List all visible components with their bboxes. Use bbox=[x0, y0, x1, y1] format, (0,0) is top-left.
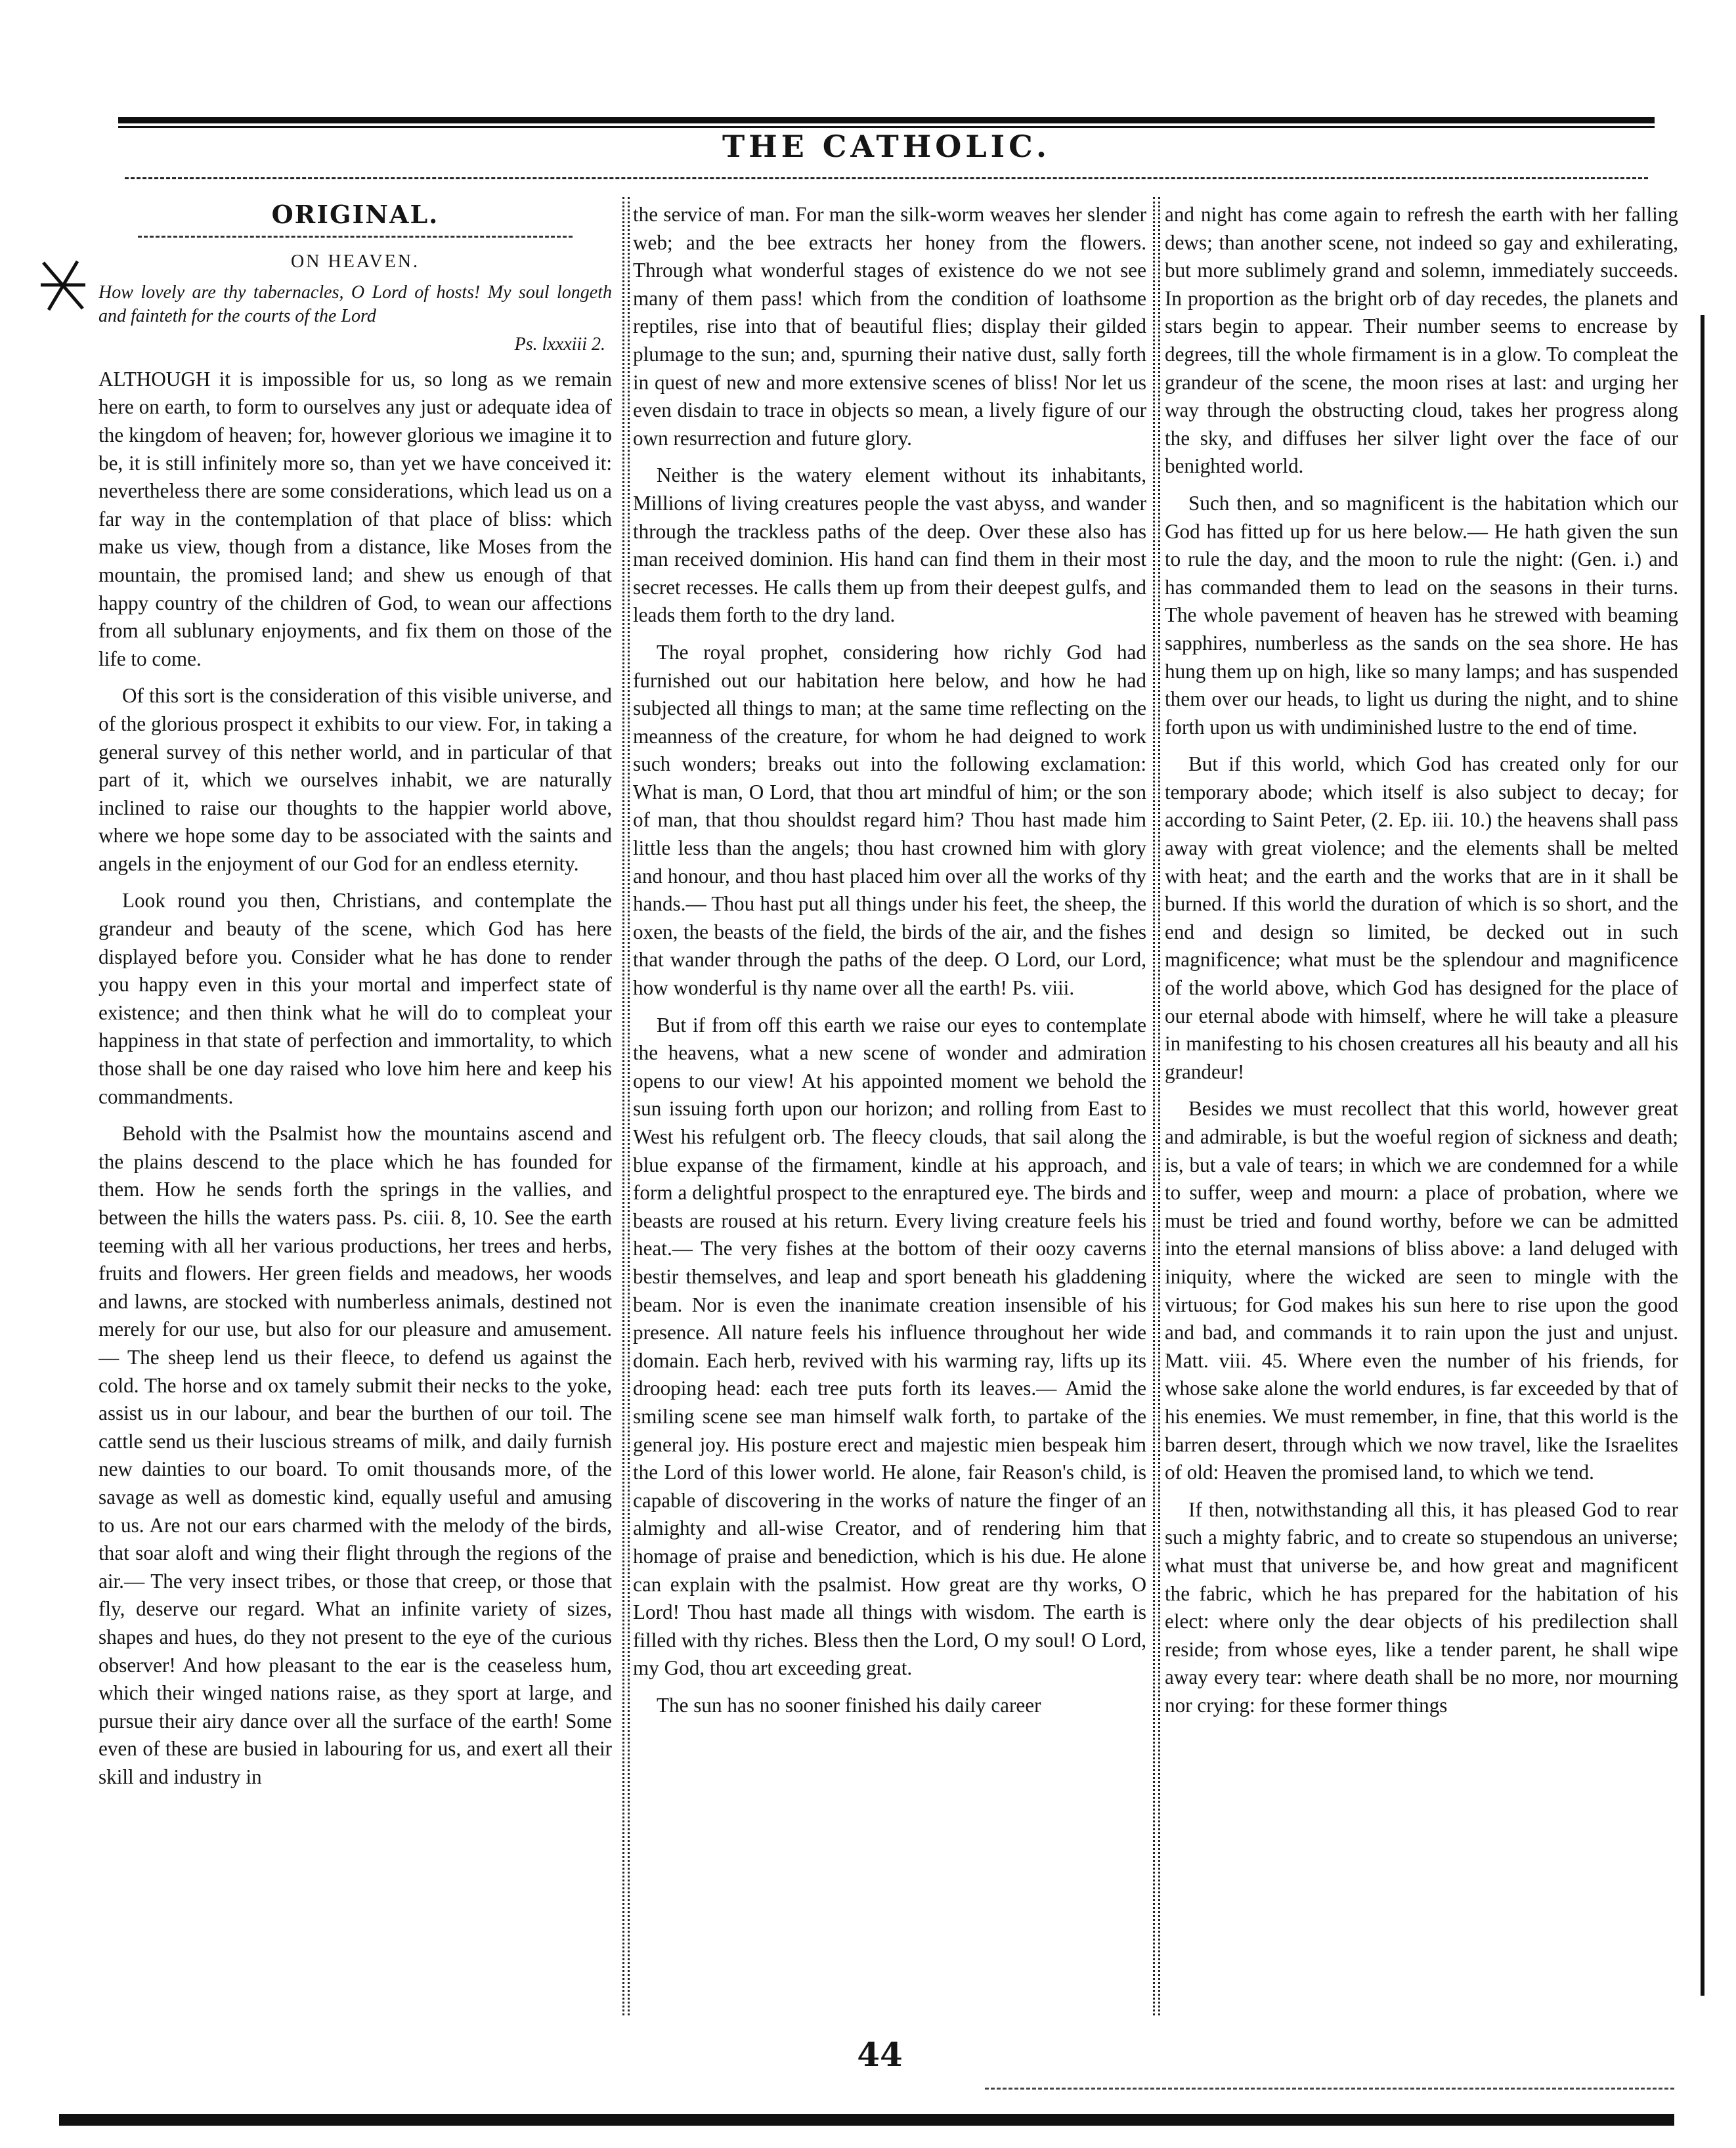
column-separator-2b bbox=[1158, 197, 1160, 2015]
masthead-under-rule bbox=[125, 177, 1648, 181]
right-edge-bar bbox=[1701, 315, 1704, 1996]
top-rule-thick bbox=[118, 117, 1655, 123]
right-column bbox=[1165, 201, 1678, 2011]
column-separator-1b bbox=[628, 197, 630, 2015]
heading-divider bbox=[138, 236, 573, 238]
left-column bbox=[98, 201, 612, 2011]
middle-column bbox=[633, 201, 1146, 2011]
article-title: ON HEAVEN. bbox=[291, 251, 420, 272]
margin-x-mark bbox=[37, 256, 89, 315]
paragraph: Of this sort is the consideration of this visible universe, and of the glorious prospect it exhibits to our view. For, in taking a general survey of this nether world, and in particular of that part of it, which we ourselves inhabit, we are naturally inclined to raise our thoughts to the happier world above, where we hope some day to be associated with the saints and angels in the enjoyment of our God for an endless eternity. bbox=[98, 684, 612, 875]
paragraph: The royal prophet, considering how richly God had furnished out our habitation here below, and how he had subjected all things to man; at the same time reflecting on the meanness of the creature, for whom he had deigned to work such wonders; breaks out into the following exclamation: What is man, O Lord, that thou art mindful of him; or the son of man, that thou shouldst regard him? Thou hast made him little less than the angels; thou hast crowned him with glory and honour, and thou hast placed him over all the works of thy hands.— Thou hast put all things under his feet, the sheep, the oxen, the beasts of the field, the birds of the air, and the fishes that wander through the paths of the deep. O Lord, our Lord, how wonderful is thy name over all the earth! Ps. viii. bbox=[633, 640, 1146, 1000]
paragraph: Besides we must recollect that this world, however great and admirable, is but the woeful region of sickness and death; is, but a vale of tears; in which we are condemned for a while to suffer, weep and mourn: a place of probation, where we must be tried and found worthy, before we can be admitted into the eternal mansions of bliss above: a land deluged with iniquity, where the wicked are seen to mingle with the virtuous; for God makes his sun here to rise upon the good and bad, and commands it to rain upon the just and unjust. Matt. viii. 45. Where even the number of his friends, for whose sake alone the world endures, is far exceeded by that of his enemies. We must remember, in fine, that this world is the barren desert, through which we now travel, like the Israelites of old: Heaven the promised land, to which we tend. bbox=[1165, 1097, 1678, 1484]
bottom-rule bbox=[59, 2114, 1674, 2126]
page-number: 44 bbox=[857, 2035, 903, 2074]
column-separator-1 bbox=[622, 197, 624, 2015]
section-heading: ORIGINAL. bbox=[271, 201, 439, 229]
paragraph: Look round you then, Christians, and contemplate the grandeur and beauty of the scene, which God has here displayed before you. Consider what he has done to render you happy even in this your mortal and imperfect state of existence; and then think what he will do to compleat your happiness in that state of perfection and immortality, to which those shall be one day raised who love him here and keep his commandments. bbox=[98, 889, 612, 1108]
epigraph-reference: Ps. lxxxiii 2. bbox=[514, 334, 605, 355]
paragraph: and night has come again to refresh the earth with her falling dews; than another scene, not indeed so gay and exhilerating, but more sublimely grand and solemn, immediately succeeds. In proportion as the bright orb of day recedes, the planets and stars begin to appear. Their number seems to encrease by degrees, till the whole firmament is in a glow. To compleat the grandeur of the scene, the moon rises at last: and urging her way through the obstructing cloud, takes her progress along the sky, and diffuses her silver light over the face of our benighted world. bbox=[1165, 203, 1678, 478]
paragraph: Such then, and so magnificent is the habitation which our God has fitted up for us here below.— He hath given the sun to rule the day, and the moon to rule the night: (Gen. i.) and has commanded them to lead on the seasons in their turns. The whole pavement of heaven has he strewed with beaming sapphires, numberless as the sands on the sea shore. He has hung them up on high, like so many lamps; and has suspended them over our heads, to light us during the night, and to shine forth upon us with undiminished lustre to the end of time. bbox=[1165, 491, 1678, 739]
paragraph: If then, notwithstanding all this, it has pleased God to rear such a mighty fabric, and to create so stupendous an universe; what must that universe be, and how great and magnificent the fabric, which he has prepared for the habitation of his elect: where only the dear objects of his predilection shall reside; from whose eyes, like a tender parent, he shall wipe away every tear: where death shall be no more, nor mourning nor crying: for these former things bbox=[1165, 1497, 1678, 1717]
column-separator-2 bbox=[1153, 197, 1155, 2015]
top-rule-thin bbox=[118, 126, 1655, 128]
epigraph: How lovely are thy tabernacles, O Lord of hosts! My soul longeth and fainteth for the courts of the Lord bbox=[98, 282, 612, 327]
paragraph: But if from off this earth we raise our eyes to contemplate the heavens, what a new scene of wonder and admiration opens to our view! At his appointed moment we behold the sun issuing forth upon our horizon; and rolling from East to West his refulgent orb. The fleecy clouds, that sail along the blue expanse of the firmament, kindle at his approach, and form a delightful prospect to the enraptured eye. The birds and beasts are roused at his return. Every living creature feels his heat.— The very fishes at the bottom of their oozy caverns bestir themselves, and leap and sport beneath his gladdening beam. Nor is even the inanimate creation insensible of his presence. All nature feels his influence throughout her wide domain. Each herb, revived with his warming ray, lifts up its drooping head: each tree puts forth its leaves.— Amid the smiling scene see man himself walk forth, to partake of the general joy. His posture erect and majestic mien bespeak him the Lord of this lower world. He alone, fair Reason's child, is capable of discovering in the works of nature the finger of an almighty and all-wise Creator, and of rendering him that homage of praise and benediction, which is his due. He alone can explain with the psalmist. How great are thy works, O Lord! Thou hast made all things with wisdom. The earth is filled with thy riches. Bless then the Lord, O my soul! O Lord, my God, thou art exceeding great. bbox=[633, 1013, 1146, 1680]
paragraph: ALTHOUGH it is impossible for us, so long as we remain here on earth, to form to ourselves any just or adequate idea of the kingdom of heaven; for, however glorious we imagine it to be, it is still infinitely more so, than yet we have conceived it: nevertheless there are some considerations, which lead us on a far way in the contemplation of that place of bliss: which make us view, though from a distance, like Moses from the mountain, the promised land; and shew us enough of that happy country of the children of God, to wean our affections from all sublunary enjoyments, and fix them on those of the life to come. bbox=[98, 367, 612, 670]
paragraph: The sun has no sooner finished his daily career bbox=[657, 1693, 1041, 1717]
bottom-rule-dashes bbox=[985, 2088, 1674, 2090]
paragraph: the service of man. For man the silk-worm weaves her slender web; and the bee extracts her honey from the flowers. Through what wonderful stages of existence do we not see many of them pass! which from the condition of loathsome reptiles, rise into that of beautiful flies; display their gilded plumage to the sun; and, spurning their native dust, sally forth in quest of new and more extensive scenes of bliss! Nor let us even disdain to trace in objects so mean, a lively figure of our own resurrection and future glory. bbox=[633, 203, 1146, 450]
paragraph: Neither is the watery element without its inhabitants, Millions of living creatures people the vast abyss, and wander through the trackless paths of the deep. Over these also has man received dominion. His hand can find them in their most secret recesses. He calls them up from their deepest gulfs, and leads them forth to the dry land. bbox=[633, 463, 1146, 627]
masthead-title: THE CATHOLIC. bbox=[722, 129, 1051, 164]
paragraph: Behold with the Psalmist how the mountains ascend and the plains descend to the place which he has founded for them. How he sends forth the springs in the vallies, and between the hills the waters pass. Ps. ciii. 8, 10. See the earth teeming with all her various productions, her trees and herbs, fruits and flowers. Her green fields and meadows, her woods and lawns, are stocked with numberless animals, destined not merely for our use, but also for our pleasure and amusement.— The sheep lend us their fleece, to defend us against the cold. The horse and ox tamely submit their necks to the yoke, assist us in our labour, and bear the burthen of our toil. The cattle send us their luscious streams of milk, and daily furnish new dainties to our board. To omit thousands more, of the savage as well as domestic kind, equally useful and amusing to us. Are not our ears charmed with the melody of the birds, that soar aloft and wing their flight through the regions of the air.— The very insect tribes, or those that creep, or those that fly, deserve our regard. What an infinite variety of sizes, shapes and hues, do they not present to the eye of the curious observer! And how pleasant to the ear is the ceaseless hum, which their winged nations raise, as they sport at large, and pursue their airy dance over all the surface of the earth! Some even of these are busied in labouring for us, and exert all their skill and industry in bbox=[98, 1122, 612, 1788]
paragraph: But if this world, which God has created only for our temporary abode; which itself is also subject to decay; for according to Saint Peter, (2. Ep. iii. 10.) the heavens shall pass away with great violence; and the elements shall be melted with heat; and the earth and the works that are in it shall be burned. If this world the duration of which is so short, and the end and design so limited, be decked out in such magnificence; what must be the splendour and magnificence of the world above, which God has designed for the place of our eternal abode with himself, where he will take a pleasure in manifesting to his chosen creatures all his beauty and all his grandeur! bbox=[1165, 752, 1678, 1083]
